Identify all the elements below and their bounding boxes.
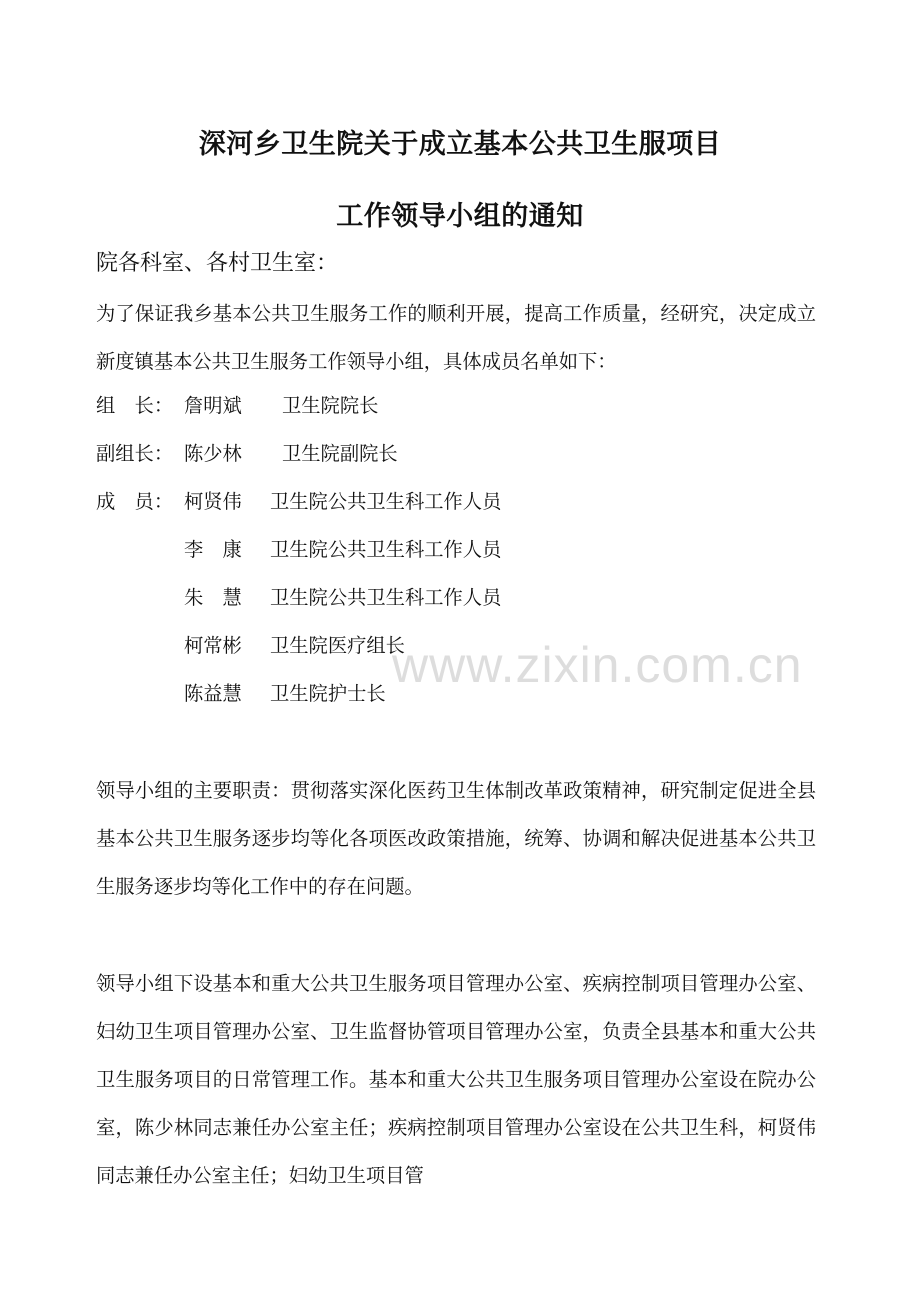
duties-paragraph: 领导小组的主要职责：贯彻落实深化医药卫生体制改革政策精神，研究制定促进全县基本公共卫生服务逐步均等化各项医改政策措施，统筹、协调和解决促进基本公共卫生服务逐步均等化工作中的存在问题。 [96,779,816,898]
member-name: 詹明斌 [184,394,242,417]
document-title-line1: 深河乡卫生院关于成立基本公共卫生服项目 [198,129,722,160]
document-title-line2: 工作领导小组的通知 [336,201,584,232]
member-row [96,430,816,478]
member-name: 柯贤伟 [184,490,242,513]
member-title: 卫生院公共卫生科工作人员 [270,586,502,609]
member-row [96,478,816,526]
member-title: 卫生院公共卫生科工作人员 [270,490,502,513]
role-label: 副组长： [96,442,174,465]
salutation: 院各科室、各村卫生室： [96,251,339,276]
member-title: 卫生院公共卫生科工作人员 [270,538,502,561]
member-name: 柯常彬 [184,634,242,657]
member-row [96,382,816,430]
member-name: 李 康 [184,538,242,561]
member-name: 陈少林 [184,442,242,465]
member-row [96,574,816,622]
member-title: 卫生院护士长 [270,682,386,705]
member-title: 卫生院副院长 [282,442,398,465]
role-label: 成 员： [96,490,174,513]
watermark: www.zixin.com.cn [392,637,803,693]
member-name: 陈益慧 [184,682,242,705]
member-title: 卫生院医疗组长 [270,634,405,657]
offices-paragraph: 领导小组下设基本和重大公共卫生服务项目管理办公室、疾病控制项目管理办公室、妇幼卫生项目管理办公室、卫生监督协管项目管理办公室，负责全县基本和重大公共卫生服务项目的日常管理工作。基本和重大公共卫生服务项目管理办公室设在院办公室，陈少林同志兼任办公室主任；疾病控制项目管理办公室设在公共卫生科，柯贤伟同志兼任办公室主任；妇幼卫生项目管 [96,972,816,1187]
intro-paragraph: 为了保证我乡基本公共卫生服务工作的顺利开展，提高工作质量，经研究，决定成立新度镇基本公共卫生服务工作领导小组，具体成员名单如下： [96,302,816,373]
member-title: 卫生院院长 [282,394,379,417]
member-name: 朱 慧 [184,586,242,609]
member-row [96,526,816,574]
role-label: 组 长： [96,394,174,417]
